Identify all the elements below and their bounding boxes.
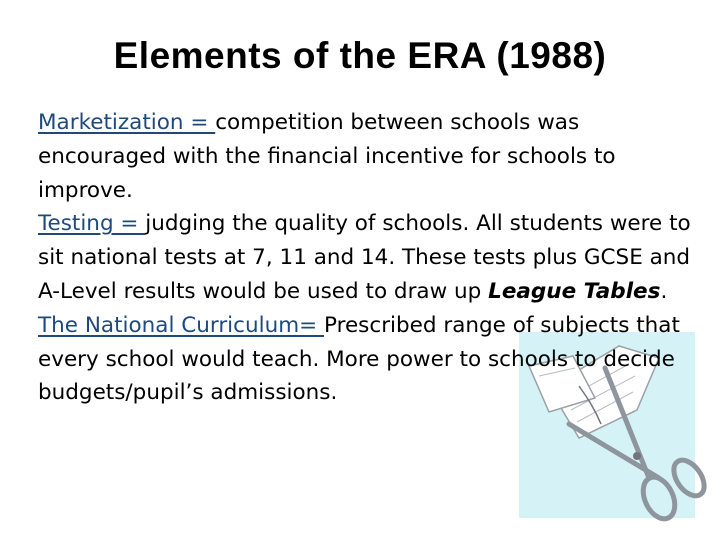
point-marketization-text: competition between schools was encouraged with the financial incentive for schools to improve.: [38, 110, 616, 203]
term-marketization: Marketization =: [38, 110, 216, 135]
point-national-curriculum: [38, 309, 708, 410]
league-tables-emphasis: League Tables: [488, 278, 661, 304]
term-testing: Testing =: [38, 211, 146, 237]
point-testing-tail: .: [660, 278, 668, 304]
point-national-curriculum-text: Prescribed range of subjects that every school would teach. More power to schools to decide budgets/pupil’s admissions.: [38, 312, 680, 406]
slide-body: [38, 106, 708, 410]
slide-title: Elements of the ERA (1988): [113, 35, 607, 76]
term-national-curriculum: The National Curriculum=: [38, 312, 324, 338]
point-testing-text: judging the quality of schools. All students were to sit national tests at 7, 11 and 14. These tests plus GCSE and A-Level results would be used to draw up: [38, 211, 691, 304]
point-marketization: [38, 106, 708, 207]
point-testing: [38, 207, 708, 308]
